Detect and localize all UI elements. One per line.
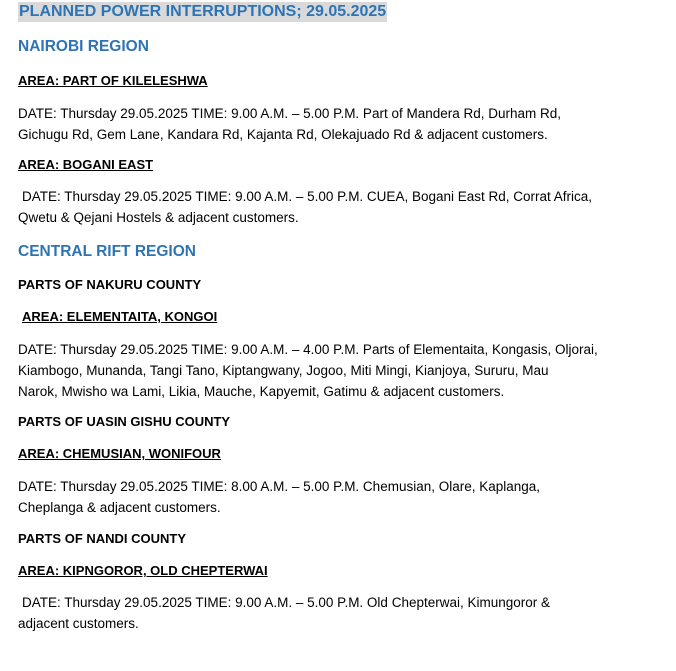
area-heading-bogani-east: AREA: BOGANI EAST — [18, 157, 154, 172]
county-heading-nakuru: PARTS OF NAKURU COUNTY — [18, 277, 202, 292]
county-heading-uasin-gishu: PARTS OF UASIN GISHU COUNTY — [18, 414, 231, 429]
area-heading-elementaita: AREA: ELEMENTAITA, KONGOI — [22, 309, 218, 324]
county-heading-nandi: PARTS OF NANDI COUNTY — [18, 531, 187, 546]
area-heading-kileleshwa: AREA: PART OF KILELESHWA — [18, 73, 208, 88]
detail-line: DATE: Thursday 29.05.2025 TIME: 8.00 A.M. – 5.00 P.M. Chemusian, Olare, Kaplanga, — [18, 479, 541, 494]
detail-line: Cheplanga & adjacent customers. — [18, 500, 221, 515]
detail-line: Narok, Mwisho wa Lami, Likia, Mauche, Kapyemit, Gatimu & adjacent customers. — [18, 384, 505, 399]
detail-line: DATE: Thursday 29.05.2025 TIME: 9.00 A.M. – 5.00 P.M. Part of Mandera Rd, Durham Rd, — [18, 106, 562, 121]
area-details-chemusian — [18, 476, 658, 518]
area-heading-chemusian: AREA: CHEMUSIAN, WONIFOUR — [18, 446, 221, 461]
detail-line: Qwetu & Qejani Hostels & adjacent customers. — [18, 210, 299, 225]
detail-line: adjacent customers. — [18, 616, 139, 631]
detail-line: DATE: Thursday 29.05.2025 TIME: 9.00 A.M. – 4.00 P.M. Parts of Elementaita, Kongasis, Oljorai, — [18, 342, 598, 357]
area-details-kileleshwa — [18, 103, 658, 145]
region-heading-central-rift: CENTRAL RIFT REGION — [18, 243, 196, 260]
detail-line: DATE: Thursday 29.05.2025 TIME: 9.00 A.M. – 5.00 P.M. CUEA, Bogani East Rd, Corrat Africa, — [22, 189, 593, 204]
detail-line: Gichugu Rd, Gem Lane, Kandara Rd, Kajanta Rd, Olekajuado Rd & adjacent customers. — [18, 127, 548, 142]
area-details-elementaita — [18, 339, 658, 402]
area-details-bogani-east — [18, 186, 662, 228]
detail-line: DATE: Thursday 29.05.2025 TIME: 9.00 A.M. – 5.00 P.M. Old Chepterwai, Kimungoror & — [22, 595, 551, 610]
document-title: PLANNED POWER INTERRUPTIONS; 29.05.2025 — [19, 3, 387, 20]
region-heading-nairobi: NAIROBI REGION — [18, 38, 149, 55]
area-details-kipngoror — [18, 592, 662, 634]
area-heading-kipngoror: AREA: KIPNGOROR, OLD CHEPTERWAI — [18, 563, 268, 578]
detail-line: Kiambogo, Munanda, Tangi Tano, Kiptangwany, Jogoo, Miti Mingi, Kianjoya, Sururu, Mau — [18, 363, 549, 378]
